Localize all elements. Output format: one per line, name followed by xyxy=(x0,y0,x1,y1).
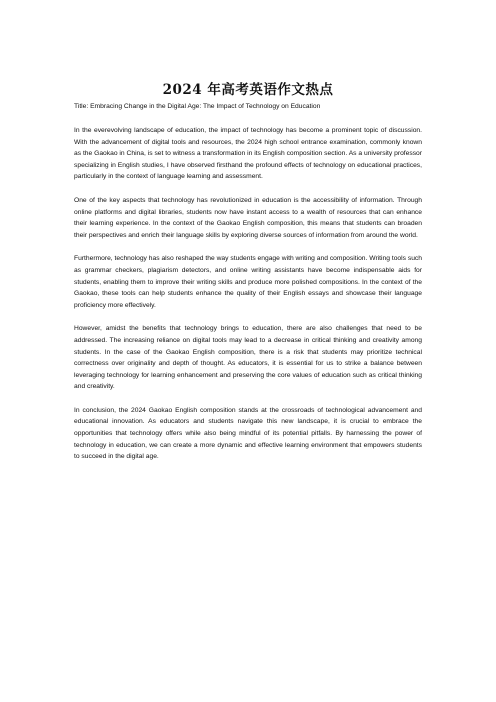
document-body xyxy=(74,101,422,475)
paragraph-2: One of the key aspects that technology has revolutionized in education is the accessibility of information. Through online platforms and digital libraries, students now have instant access to a wealth of resources that can enhance their learning experience. In the context of the Gaokao English composition, this means that students can broaden their perspectives and enrich their language skills by exploring diverse sources of information from around the world. xyxy=(74,196,422,239)
paragraph-1: In the everevolving landscape of education, the impact of technology has become a prominent topic of discussion. With the advancement of digital tools and resources, the 2024 high school entrance examination, commonly known as the Gaokao in China, is set to witness a transformation in its English composition section. As a university professor specializing in English studies, I have observed firsthand the profound effects of technology on educational practices, particularly in the context of language learning and assessment. xyxy=(74,127,422,181)
page-title: 2024 年高考英语作文热点 xyxy=(162,82,334,98)
paragraph-4: However, amidst the benefits that technology brings to education, there are also challenges that need to be addressed. The increasing reliance on digital tools may lead to a decrease in critical thinking and creativity among students. In the case of the Gaokao English composition, there is a risk that students may prioritize technical correctness over originality and depth of thought. As educators, it is essential for us to strike a balance between leveraging technology for learning enhancement and preserving the core values of education such as critical thinking and creativity. xyxy=(74,325,422,391)
essay-title: Title: Embracing Change in the Digital Age: The Impact of Technology on Education xyxy=(74,103,321,110)
paragraph-3: Furthermore, technology has also reshaped the way students engage with writing and composition. Writing tools such as grammar checkers, plagiarism detectors, and online writing assistants have become indispensable aids for students, enabling them to improve their writing skills and produce more polished compositions. In the context of the Gaokao, these tools can help students enhance the quality of their English essays and showcase their language proficiency more effectively. xyxy=(74,255,422,309)
paragraph-5: In conclusion, the 2024 Gaokao English composition stands at the crossroads of technological advancement and educational innovation. As educators and students navigate this new landscape, it is crucial to embrace the opportunities that technology offers while also being mindful of its potential pitfalls. By harnessing the power of technology in education, we can create a more dynamic and effective learning environment that empowers students to succeed in the digital age. xyxy=(74,406,422,461)
